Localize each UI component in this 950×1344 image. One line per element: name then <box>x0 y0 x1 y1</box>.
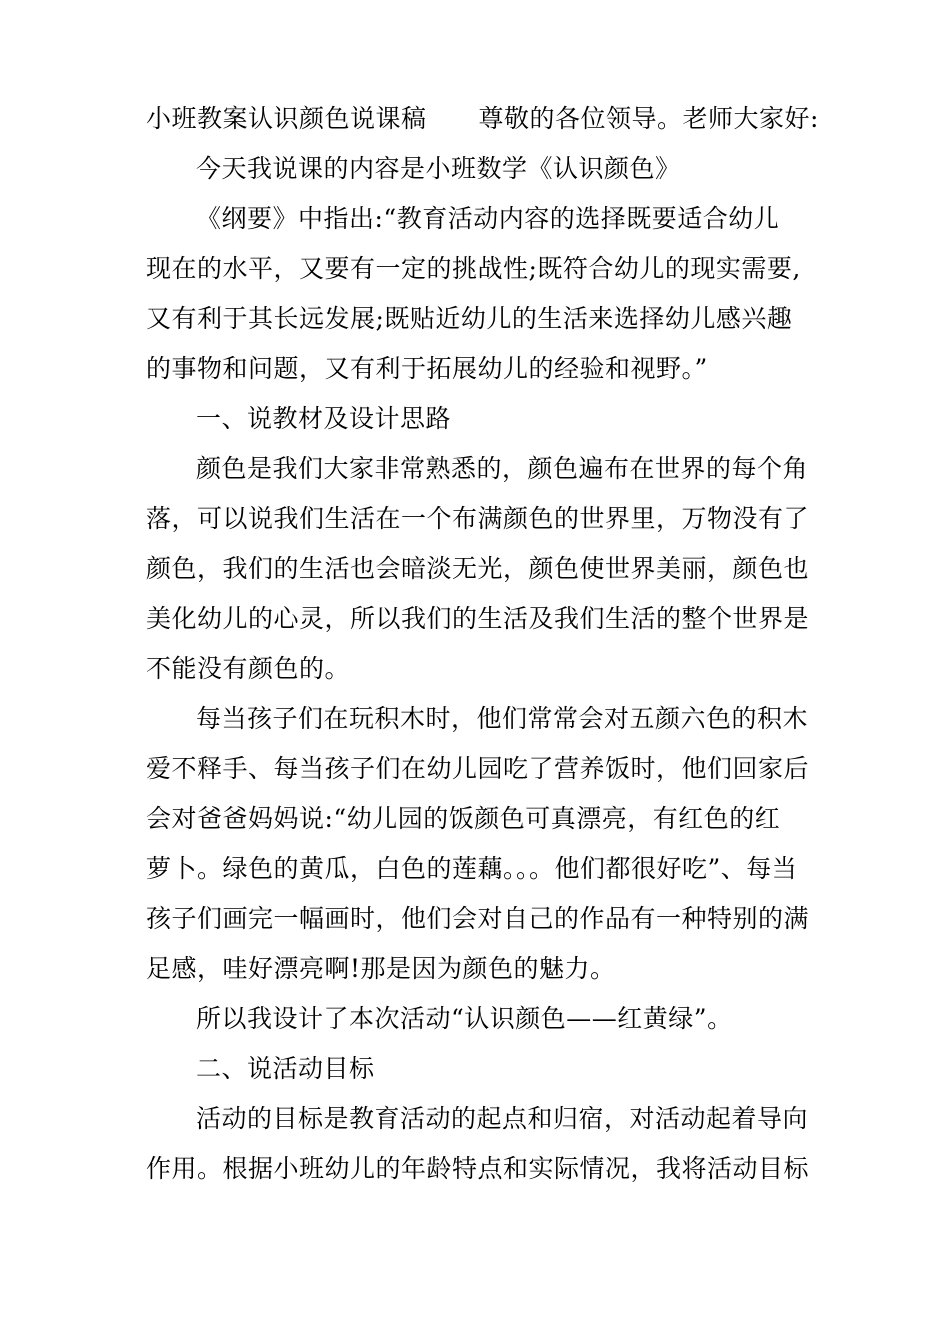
text-line: 落，可以说我们生活在一个布满颜色的世界里，万物没有了 <box>146 504 810 533</box>
text-line: 每当孩子们在玩积木时，他们常常会对五颜六色的积木 <box>196 704 809 733</box>
text-line: 会对爸爸妈妈说:“幼儿园的饭颜色可真漂亮，有红色的红 <box>146 804 781 833</box>
text-line: 作用。根据小班幼儿的年龄特点和实际情况，我将活动目标 <box>146 1154 810 1183</box>
text-line: 又有利于其长远发展;既贴近幼儿的生活来选择幼儿感兴趣 <box>146 304 793 333</box>
text-line: 现在的水平，又要有一定的挑战性;既符合幼儿的现实需要, <box>146 254 801 283</box>
text-line: 爱不释手、每当孩子们在幼儿园吃了营养饭时，他们回家后 <box>146 754 810 783</box>
text-line: 一、说教材及设计思路 <box>196 404 452 433</box>
text-line: 二、说活动目标 <box>196 1054 375 1083</box>
text-line: 美化幼儿的心灵，所以我们的生活及我们生活的整个世界是 <box>146 604 810 633</box>
document-title: 小班教案认识颜色说课稿 <box>146 104 427 133</box>
text-line: 所以我设计了本次活动“认识颜色——红黄绿”。 <box>196 1004 733 1033</box>
title-line <box>146 94 826 144</box>
text-line: 活动的目标是教育活动的起点和归宿，对活动起着导向 <box>196 1104 809 1133</box>
text-line: 孩子们画完一幅画时，他们会对自己的作品有一种特别的满 <box>146 904 810 933</box>
text-line: 的事物和问题，又有利于拓展幼儿的经验和视野。” <box>146 354 708 383</box>
text-line: 不能没有颜色的。 <box>146 654 351 683</box>
text-line: 颜色，我们的生活也会暗淡无光，颜色使世界美丽，颜色也 <box>146 554 810 583</box>
text-line: 今天我说课的内容是小班数学《认识颜色》 <box>196 154 681 183</box>
text-line: 萝卜。绿色的黄瓜，白色的莲藕。。。他们都很好吃”、每当 <box>146 854 798 883</box>
text-line: 颜色是我们大家非常熟悉的，颜色遍布在世界的每个角 <box>196 454 809 483</box>
text-line: 《纲要》中指出:“教育活动内容的选择既要适合幼儿 <box>196 204 780 233</box>
paragraph-lines <box>146 144 826 1194</box>
greeting: 尊敬的各位领导。老师大家好: <box>478 104 819 133</box>
text-line: 足感，哇好漂亮啊!那是因为颜色的魅力。 <box>146 954 616 983</box>
document-body <box>146 94 826 1194</box>
